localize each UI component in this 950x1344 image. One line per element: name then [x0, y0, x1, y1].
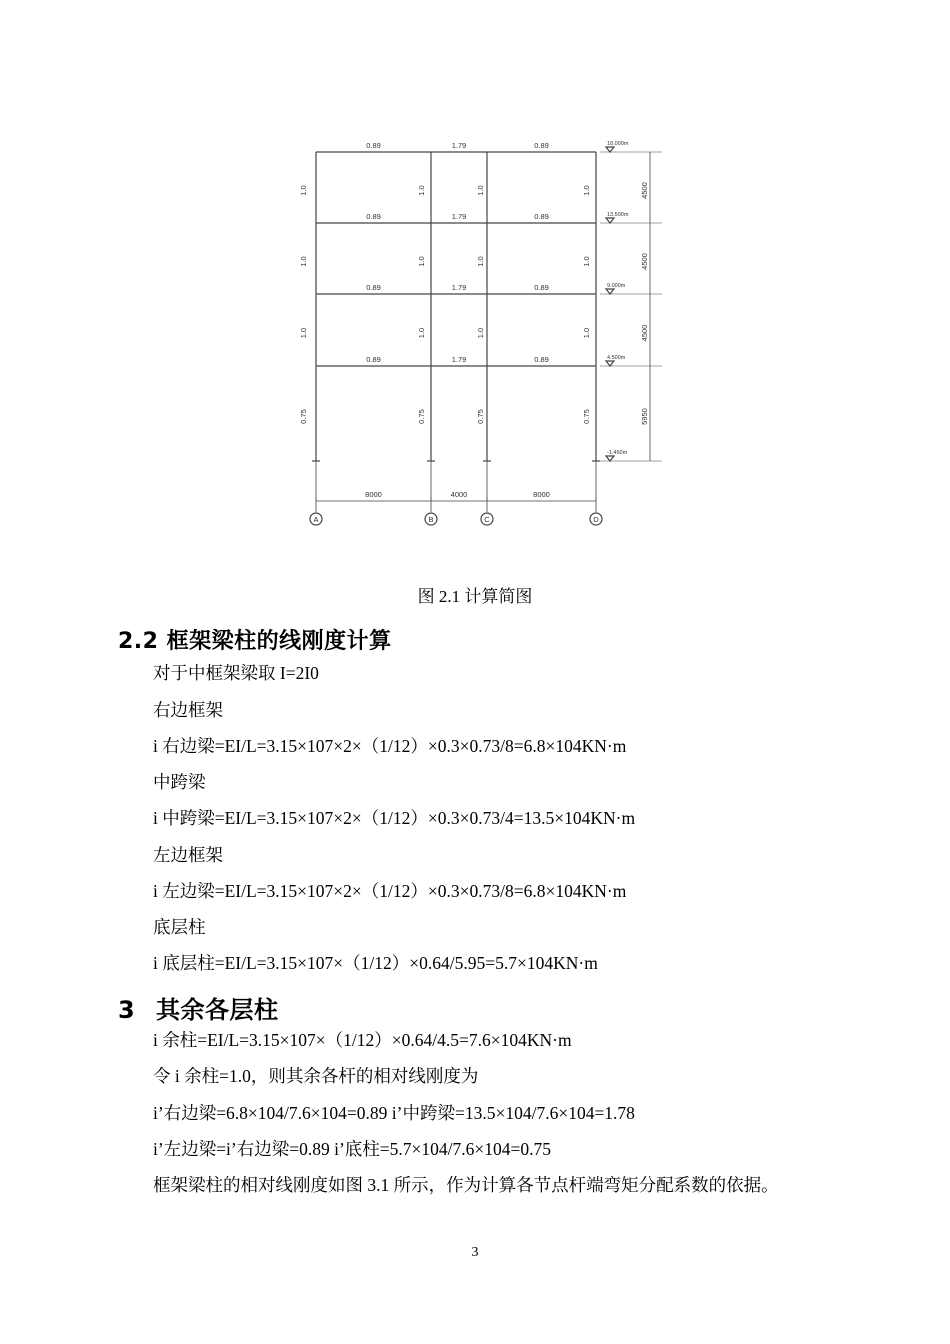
beam-stiffness-label: 0.89: [366, 212, 381, 221]
formula-line: i’右边梁=6.8×104/7.6×104=0.89 i’中跨梁=13.5×104/7.6×104=1.78: [153, 1103, 635, 1123]
beam-stiffness-label: 1.79: [451, 283, 467, 292]
column-stiffness-label: 1.0: [476, 185, 485, 196]
beam-stiffness-label: 1.79: [451, 141, 467, 150]
section-title: 框架梁柱的线刚度计算: [166, 629, 392, 654]
frame-diagram-svg: [290, 130, 670, 530]
elevation-label: -1.450m: [607, 450, 628, 456]
column-stiffness-label: 1.0: [417, 327, 426, 339]
formula-line: i 余柱=EI/L=3.15×107×（1/12）×0.64/4.5=7.6×104KN·m: [153, 1030, 572, 1050]
elevation-marker-icon: [606, 361, 614, 366]
beam-stiffness-label: 0.89: [534, 283, 549, 292]
formula-line: i 右边梁=EI/L=3.15×107×2×（1/12）×0.3×0.73/8=6.8×104KN·m: [153, 736, 627, 756]
beam-stiffness-label: 1.79: [451, 355, 467, 364]
elevation-label: 9.000m: [607, 283, 626, 289]
story-height-label: 5950: [640, 408, 649, 425]
span-label: 4000: [450, 490, 468, 499]
span-label: 8000: [365, 490, 382, 499]
column-stiffness-label: 0.75: [476, 409, 485, 424]
paragraph: 右边框架: [153, 700, 223, 720]
section-title: 其余各层柱: [156, 996, 279, 1024]
axis-label: D: [593, 515, 599, 524]
paragraph: 框架梁柱的相对线刚度如图 3.1 所示，作为计算各节点杆端弯矩分配系数的依据。: [153, 1175, 779, 1195]
paragraph: 底层柱: [153, 917, 206, 937]
section-number: 3: [118, 996, 136, 1024]
beam-stiffness-label: 0.89: [366, 355, 381, 364]
elevation-label: 4.500m: [607, 355, 626, 361]
elevation-marker-icon: [606, 147, 614, 152]
beam-stiffness-label: 0.89: [534, 141, 549, 150]
formula-line: i 底层柱=EI/L=3.15×107×（1/12）×0.64/5.95=5.7×104KN·m: [153, 953, 598, 973]
story-height-label: 4500: [640, 324, 649, 342]
column-stiffness-label: 1.0: [476, 256, 485, 267]
column-stiffness-label: 1.0: [299, 185, 308, 196]
column-stiffness-label: 0.75: [299, 409, 308, 424]
formula-line: i 左边梁=EI/L=3.15×107×2×（1/12）×0.3×0.73/8=6.8×104KN·m: [153, 881, 627, 901]
paragraph: 中跨梁: [153, 772, 206, 792]
axis-label: B: [428, 515, 434, 524]
span-label: 8000: [533, 490, 550, 499]
story-height-label: 4500: [640, 182, 649, 199]
beam-stiffness-label: 0.89: [366, 141, 381, 150]
figure-caption: 图 2.1 计算简图: [417, 587, 533, 606]
beam-stiffness-label: 0.89: [534, 212, 549, 221]
paragraph: 对于中框架梁取 I=2I0: [153, 663, 319, 683]
page-number: 3: [471, 1245, 479, 1260]
column-stiffness-label: 1.0: [299, 327, 308, 339]
beam-stiffness-label: 0.89: [534, 355, 549, 364]
section-heading-2-2: [118, 624, 392, 655]
column-stiffness-label: 1.0: [582, 327, 591, 339]
column-stiffness-label: 1.0: [582, 185, 591, 196]
column-stiffness-label: 1.0: [417, 185, 426, 196]
formula-line: i 中跨梁=EI/L=3.15×107×2×（1/12）×0.3×0.73/4=13.5×104KN·m: [153, 808, 636, 828]
section-number: 2.2: [118, 629, 159, 654]
formula-line: i’左边梁=i’右边梁=0.89 i’底柱=5.7×104/7.6×104=0.75: [153, 1139, 552, 1159]
beam-stiffness-label: 1.79: [451, 212, 467, 221]
column-stiffness-label: 0.75: [582, 409, 591, 424]
section-heading-3: [118, 990, 279, 1025]
axis-label: C: [484, 515, 490, 524]
column-stiffness-label: 1.0: [417, 256, 426, 267]
paragraph: 左边框架: [153, 845, 223, 865]
frame-diagram: [290, 130, 670, 530]
story-height-label: 4500: [640, 253, 649, 270]
elevation-marker-icon: [606, 456, 614, 461]
column-stiffness-label: 0.75: [417, 409, 426, 424]
column-stiffness-label: 1.0: [582, 256, 591, 267]
beam-stiffness-label: 0.89: [366, 283, 381, 292]
column-stiffness-label: 1.0: [299, 256, 308, 267]
paragraph: 令 i 余柱=1.0，则其余各杆的相对线刚度为: [153, 1066, 479, 1086]
elevation-marker-icon: [606, 218, 614, 223]
elevation-marker-icon: [606, 289, 614, 294]
elevation-label: 18.000m: [607, 141, 629, 147]
axis-label: A: [313, 515, 319, 524]
column-stiffness-label: 1.0: [476, 327, 485, 339]
elevation-label: 13.500m: [607, 212, 629, 218]
